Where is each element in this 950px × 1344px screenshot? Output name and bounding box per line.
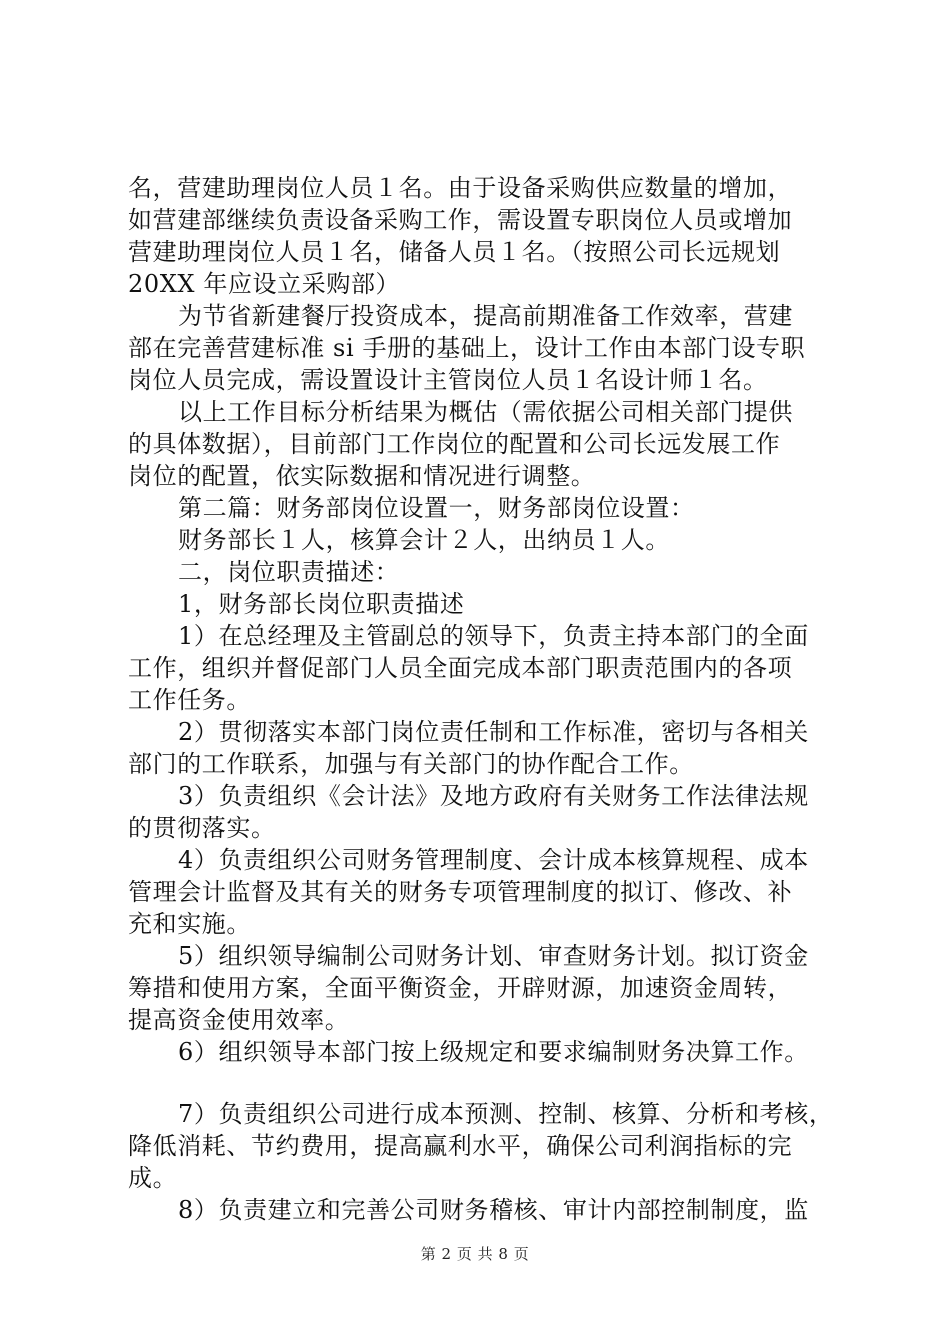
text-line: 工作，组织并督促部门人员全面完成本部门职责范围内的各项: [128, 654, 793, 682]
text-line: 的具体数据），目前部门工作岗位的配置和公司长远发展工作: [128, 430, 781, 458]
text-line: 20XX 年应设立采购部）: [128, 270, 401, 298]
text-line: 以上工作目标分析结果为概估（需依据公司相关部门提供: [178, 398, 793, 426]
page-number-footer: 第 2 页 共 8 页: [420, 1245, 530, 1263]
text-line: 名，营建助理岗位人员１名。由于设备采购供应数量的增加，: [128, 174, 793, 202]
text-line: 管理会计监督及其有关的财务专项管理制度的拟订、修改、补: [128, 878, 793, 906]
text-line: 提高资金使用效率。: [128, 1006, 350, 1034]
text-line: 部在完善营建标准 si 手册的基础上，设计工作由本部门设专职: [128, 334, 806, 362]
text-line: 成。: [128, 1164, 178, 1192]
text-line: 工作任务。: [128, 686, 251, 714]
text-line: 部门的工作联系，加强与有关部门的协作配合工作。: [128, 750, 694, 778]
text-line: 筹措和使用方案，全面平衡资金，开辟财源，加速资金周转，: [128, 974, 793, 1002]
list-item: 6）组织领导本部门按上级规定和要求编制财务决算工作。: [178, 1038, 809, 1066]
text-line: 为节省新建餐厅投资成本，提高前期准备工作效率，营建: [178, 302, 793, 330]
subsection-heading: 1，财务部长岗位职责描述: [178, 590, 465, 618]
section-heading: 第二篇：财务部岗位设置一，财务部岗位设置：: [178, 494, 695, 522]
text-line: 财务部长１人，核算会计２人，出纳员１人。: [178, 526, 670, 554]
text-line: 营建助理岗位人员１名，储备人员１名。（按照公司长远规划: [128, 238, 781, 266]
text-line: 岗位人员完成，需设置设计主管岗位人员１名设计师１名。: [128, 366, 768, 394]
text-line: 充和实施。: [128, 910, 251, 938]
list-item: 4）负责组织公司财务管理制度、会计成本核算规程、成本: [178, 846, 809, 874]
list-item: 7）负责组织公司进行成本预测、控制、核算、分析和考核，: [178, 1100, 834, 1128]
text-line: 降低消耗、节约费用，提高赢利水平，确保公司利润指标的完: [128, 1132, 793, 1160]
section-heading: 二，岗位职责描述：: [178, 558, 400, 586]
text-line: 如营建部继续负责设备采购工作，需设置专职岗位人员或增加: [128, 206, 793, 234]
list-item: 5）组织领导编制公司财务计划、审查财务计划。拟订资金: [178, 942, 809, 970]
list-item: 8）负责建立和完善公司财务稽核、审计内部控制制度，监: [178, 1196, 809, 1224]
list-item: 1）在总经理及主管副总的领导下，负责主持本部门的全面: [178, 622, 809, 650]
paragraph-gap: [128, 1068, 838, 1098]
document-body: [128, 172, 838, 1226]
list-item: 2）贯彻落实本部门岗位责任制和工作标准，密切与各相关: [178, 718, 809, 746]
list-item: 3）负责组织《会计法》及地方政府有关财务工作法律法规: [178, 782, 809, 810]
text-line: 岗位的配置，依实际数据和情况进行调整。: [128, 462, 596, 490]
text-line: 的贯彻落实。: [128, 814, 276, 842]
